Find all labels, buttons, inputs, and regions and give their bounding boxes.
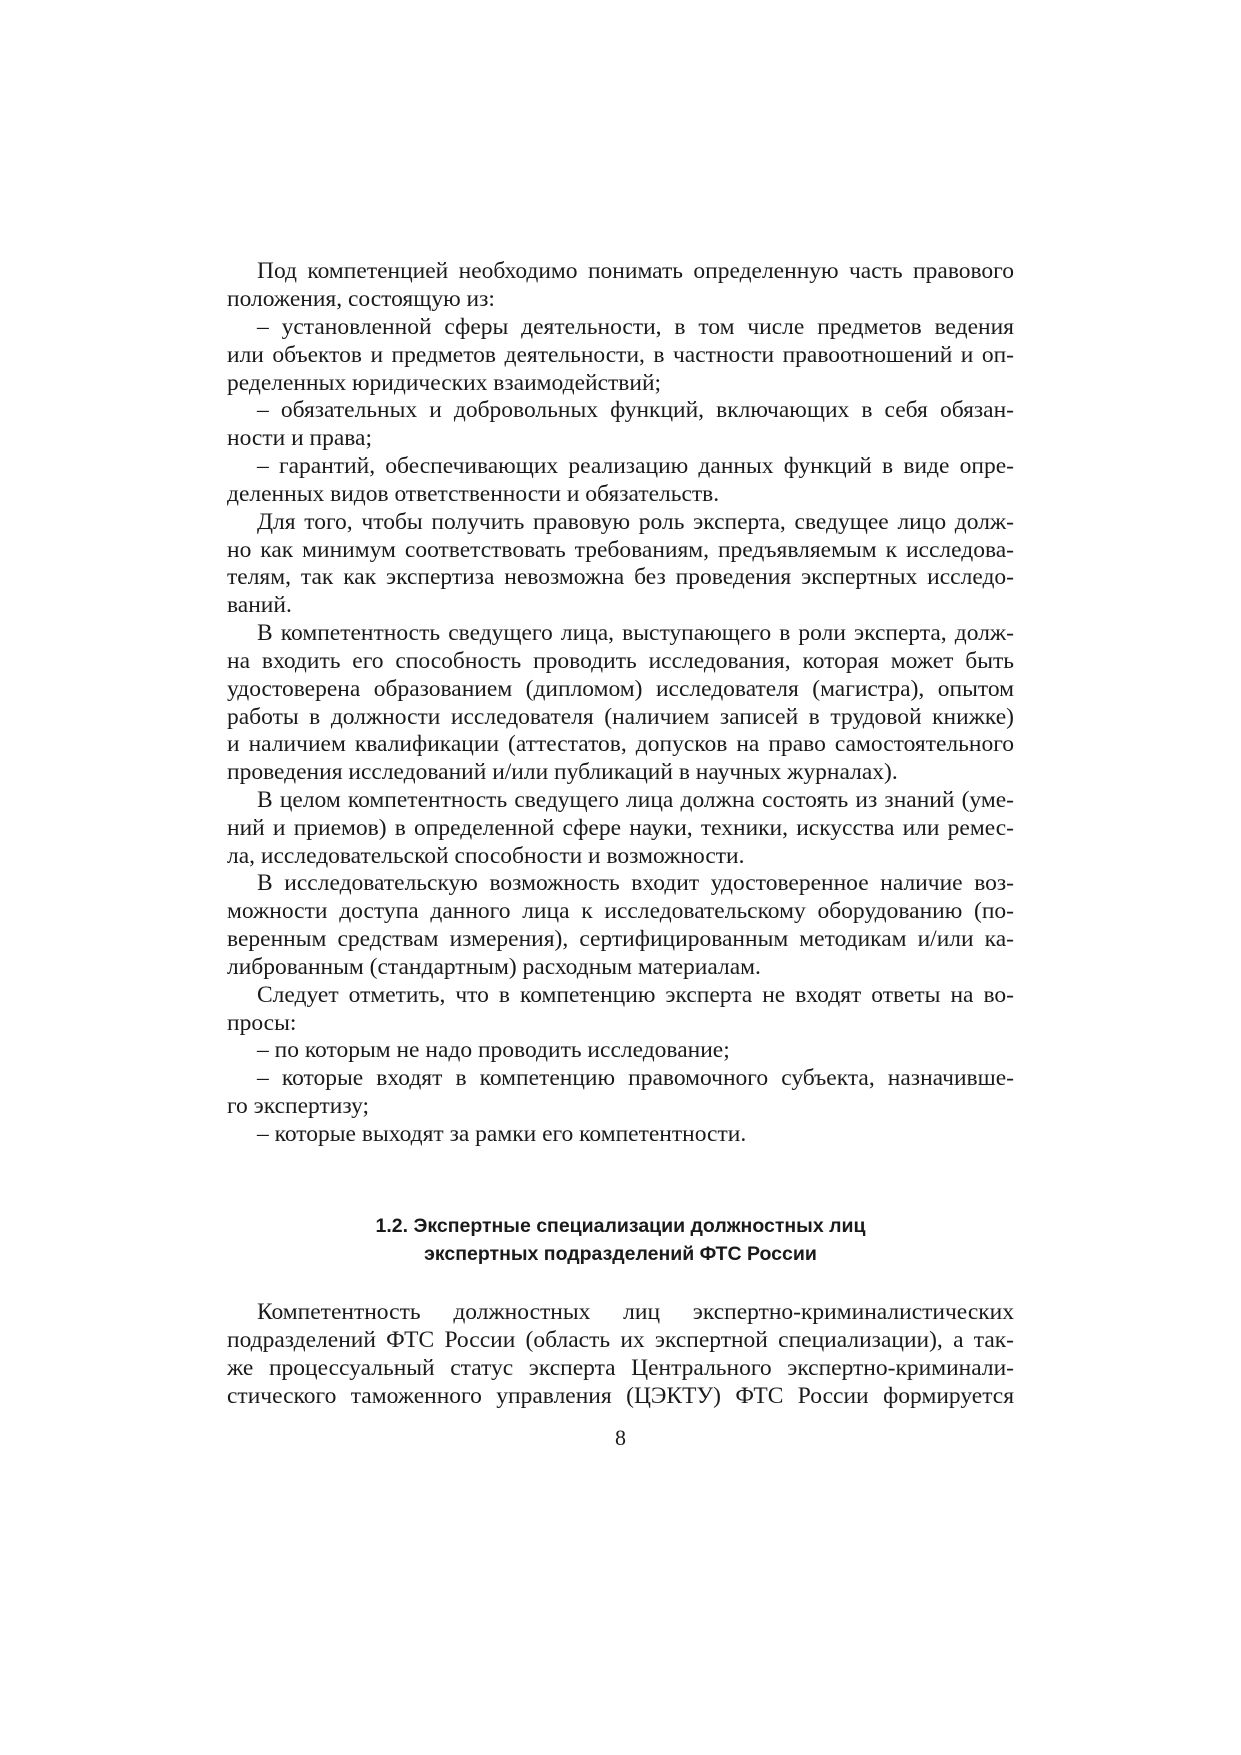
text-line: положения, состоящую из: <box>227 286 495 312</box>
text-line: Для того, чтобы получить правовую роль эксперта, сведущее лицо долж- <box>257 509 1014 535</box>
text-line: либрованным (стандартным) расходным материалам. <box>227 954 761 980</box>
text-line: удостоверена образованием (дипломом) исследователя (магистра), опытом <box>227 676 1014 702</box>
text-line: ности и права; <box>227 425 373 451</box>
text-line: веренным средствам измерения), сертифицированным методикам и/или ка- <box>227 926 1014 952</box>
text-line: проведения исследований и/или публикаций в научных журналах). <box>227 759 898 785</box>
text-line: – которые выходят за рамки его компетентности. <box>257 1121 747 1147</box>
text-line: ваний. <box>227 592 292 618</box>
text-line: ла, исследовательской способности и возможности. <box>227 843 745 869</box>
text-line: ний и приемов) в определенной сфере науки, техники, искусства или ремес- <box>227 815 1014 841</box>
text-line: на входить его способность проводить исследования, которая может быть <box>227 648 1014 674</box>
section-heading-line: экспертных подразделений ФТС России <box>424 1243 817 1265</box>
text-line: Под компетенцией необходимо понимать определенную часть правового <box>257 258 1014 284</box>
text-line: – по которым не надо проводить исследование; <box>257 1037 730 1063</box>
text-line: – гарантий, обеспечивающих реализацию данных функций в виде опре- <box>257 453 1014 479</box>
text-line: – которые входят в компетенцию правомочного субъекта, назначивше- <box>257 1065 1014 1091</box>
text-line: ределенных юридических взаимодействий; <box>227 370 662 396</box>
text-line: можности доступа данного лица к исследовательскому оборудованию (по- <box>227 898 1014 924</box>
text-line: же процессуальный статус эксперта Центрального экспертно-криминали- <box>227 1355 1014 1381</box>
text-line: деленных видов ответственности и обязательств. <box>227 481 720 507</box>
text-line: В исследовательскую возможность входит удостоверенное наличие воз- <box>257 870 1014 896</box>
text-line: и наличием квалификации (аттестатов, допусков на право самостоятельного <box>227 731 1014 757</box>
text-line: или объектов и предметов деятельности, в частности правоотношений и оп- <box>227 342 1014 368</box>
section-heading-line: 1.2. Экспертные специализации должностных лиц <box>375 1215 866 1237</box>
text-line: телям, так как экспертиза невозможна без проведения экспертных исследо- <box>227 564 1014 590</box>
text-line: Следует отметить, что в компетенцию эксперта не входят ответы на во- <box>257 982 1014 1008</box>
text-line: работы в должности исследователя (наличием записей в трудовой книжке) <box>227 704 1014 730</box>
page-number: 8 <box>615 1425 626 1450</box>
text-line: В компетентность сведущего лица, выступающего в роли эксперта, долж- <box>257 620 1014 646</box>
text-line: В целом компетентность сведущего лица должна состоять из знаний (уме- <box>257 787 1014 813</box>
text-line: – обязательных и добровольных функций, включающих в себя обязан- <box>257 397 1014 423</box>
text-line: подразделений ФТС России (область их экспертной специализации), а так- <box>227 1327 1014 1353</box>
text-line: но как минимум соответствовать требованиям, предъявляемым к исследова- <box>227 537 1014 563</box>
text-line: стического таможенного управления (ЦЭКТУ) ФТС России формируется <box>227 1383 1014 1409</box>
text-line: – установленной сферы деятельности, в том числе предметов ведения <box>257 314 1014 340</box>
text-line: просы: <box>227 1010 297 1036</box>
text-line: Компетентность должностных лиц экспертно-криминалистических <box>257 1299 1014 1325</box>
text-line: го экспертизу; <box>227 1093 370 1119</box>
